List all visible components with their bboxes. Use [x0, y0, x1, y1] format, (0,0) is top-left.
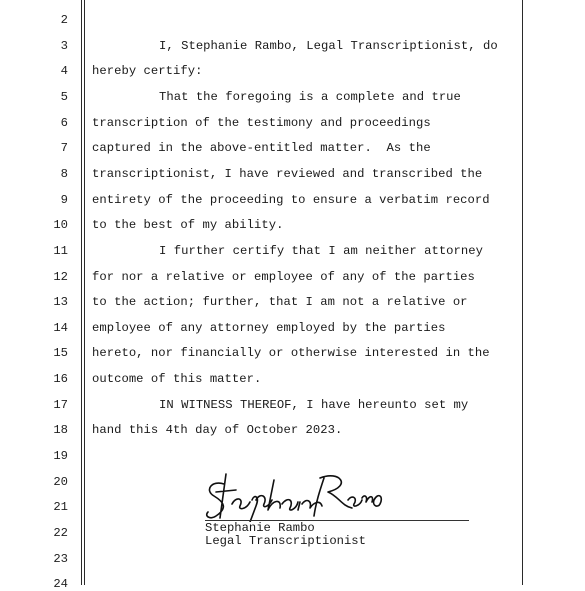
line-number: 11 — [53, 243, 68, 258]
line-number: 24 — [53, 577, 68, 591]
right-margin-rule — [522, 0, 523, 585]
transcript-line: captured in the above-entitled matter. As the — [92, 141, 431, 156]
left-margin-rule — [81, 0, 82, 585]
line-number: 18 — [53, 423, 68, 438]
transcript-line: entirety of the proceeding to ensure a verbatim record — [92, 192, 490, 207]
line-number: 15 — [53, 346, 68, 361]
transcript-line: employee of any attorney employed by the parties — [92, 320, 446, 335]
transcript-line: I, Stephanie Rambo, Legal Transcriptionist, do — [159, 38, 498, 53]
line-number: 4 — [60, 64, 68, 79]
line-number: 9 — [60, 192, 68, 207]
transcript-line: That the foregoing is a complete and true — [159, 89, 461, 104]
transcript-line: transcription of the testimony and proceedings — [92, 115, 431, 130]
line-number: 12 — [53, 269, 68, 284]
line-number: 14 — [53, 320, 68, 335]
transcript-line: IN WITNESS THEREOF, I have hereunto set my — [159, 397, 469, 412]
line-number: 22 — [53, 526, 68, 540]
signer-name: Stephanie Rambo — [205, 521, 315, 535]
line-number: 23 — [53, 551, 68, 566]
line-number: 6 — [60, 115, 68, 130]
transcript-line: to the best of my ability. — [92, 218, 284, 233]
line-number: 17 — [53, 397, 68, 412]
signer-title: Legal Transcriptionist — [205, 534, 366, 548]
transcript-line: I further certify that I am neither attorney — [159, 243, 484, 258]
transcript-line: transcriptionist, I have reviewed and transcribed the — [92, 166, 483, 181]
line-number: 2 — [60, 13, 68, 27]
transcript-line: hereto, nor financially or otherwise interested in the — [92, 346, 490, 361]
left-margin-rule-inner — [84, 0, 85, 585]
transcript-line: to the action; further, that I am not a relative or — [92, 295, 468, 310]
line-number: 3 — [60, 38, 68, 53]
line-number: 20 — [53, 474, 68, 489]
line-number: 13 — [53, 295, 68, 310]
transcript-line: hereby certify: — [92, 64, 203, 79]
line-number: 7 — [60, 141, 68, 156]
transcript-line: for nor a relative or employee of any of the parties — [92, 269, 475, 284]
line-number: 16 — [53, 372, 68, 387]
line-number: 8 — [60, 166, 68, 181]
transcript-line: hand this 4th day of October 2023. — [92, 423, 343, 438]
line-number: 19 — [53, 449, 68, 464]
line-number: 5 — [60, 89, 68, 104]
line-number: 21 — [53, 500, 68, 515]
transcript-line: outcome of this matter. — [92, 372, 262, 387]
handwritten-signature — [202, 470, 387, 522]
line-number: 10 — [53, 218, 68, 233]
